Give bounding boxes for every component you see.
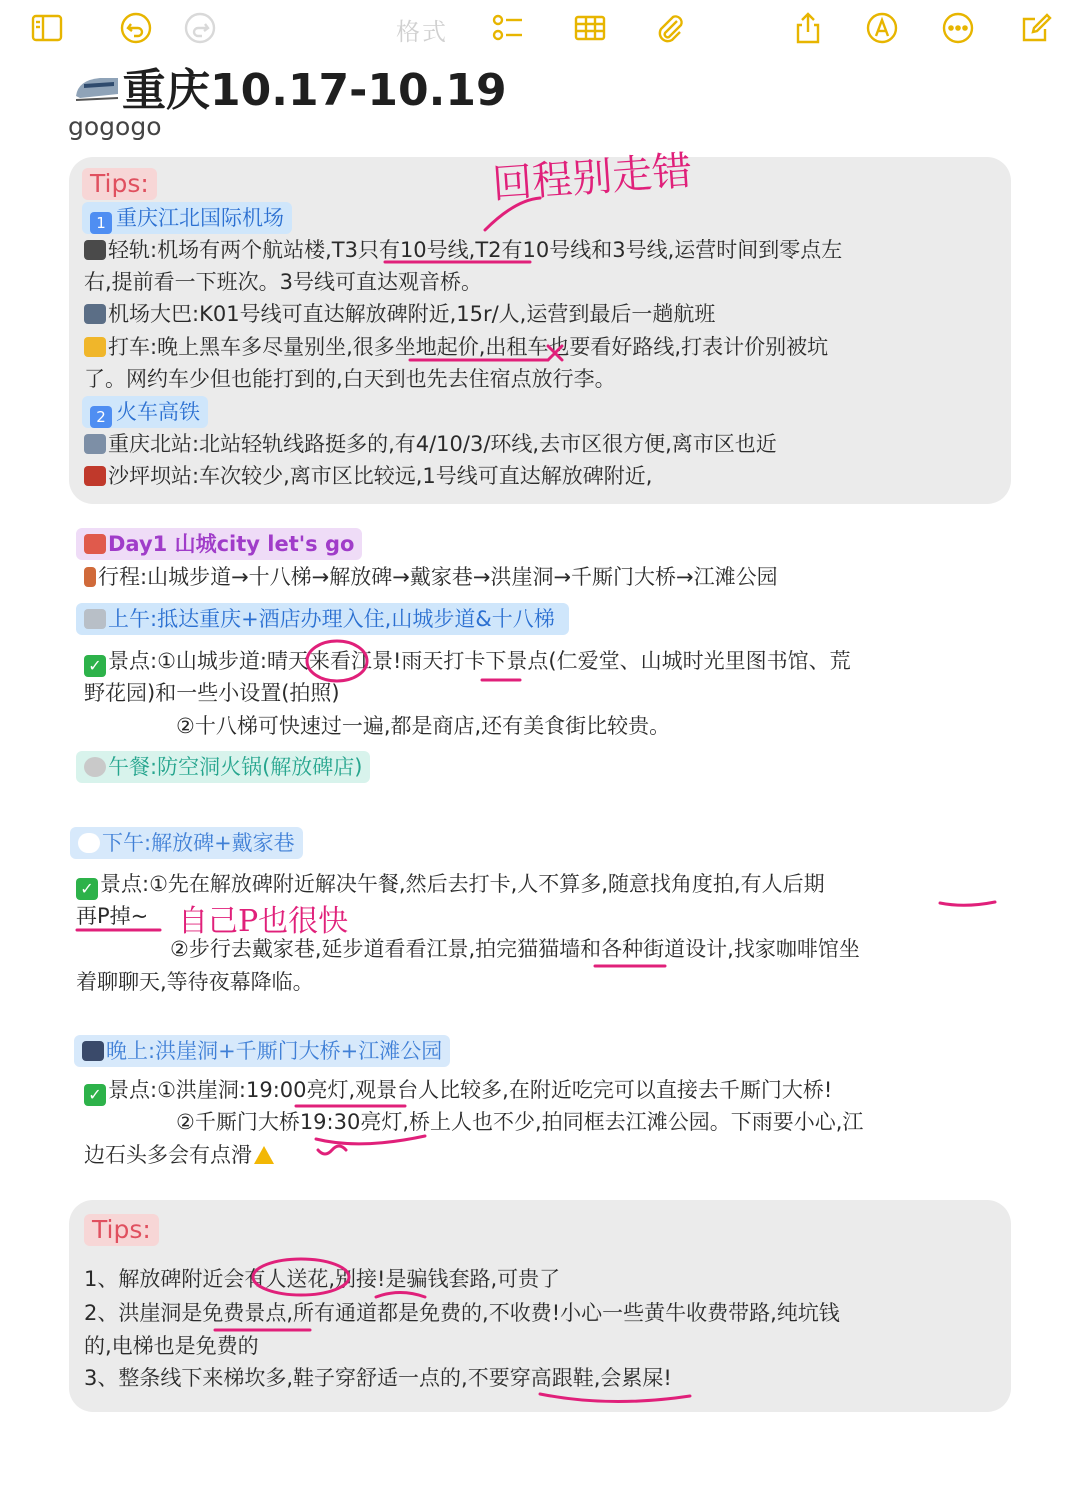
share-icon[interactable]	[788, 8, 828, 48]
compose-icon[interactable]	[1016, 8, 1056, 48]
taxi-icon	[84, 337, 106, 357]
morning-heading: 上午:抵达重庆+酒店办理入住,山城步道&十八梯	[76, 603, 569, 635]
attachment-icon[interactable]	[650, 8, 690, 48]
checklist-icon[interactable]	[488, 8, 528, 48]
calendar-icon	[84, 534, 106, 554]
tips-label-1: Tips:	[82, 168, 157, 201]
ink-wave-1930	[318, 1146, 346, 1154]
toolbar	[0, 0, 1080, 56]
check-mark-icon: ✓	[84, 1084, 106, 1106]
markup-pen-icon[interactable]	[862, 8, 902, 48]
rice-ball-icon	[84, 757, 106, 777]
train-line-2: 沙坪坝站:车次较少,离市区比较远,1号线可直达解放碑附近,	[84, 460, 652, 492]
bullet-train-icon	[74, 70, 120, 102]
sidebar-toggle-icon[interactable]	[27, 8, 67, 48]
afternoon-line-2: 再P掉~	[76, 904, 149, 928]
evening-line-2: ②千厮门大桥19:30亮灯,桥上人也不少,拍同框去江滩公园。下雨要小心,江	[176, 1110, 864, 1134]
table-icon[interactable]	[570, 8, 610, 48]
cloud-icon	[78, 833, 100, 853]
keycap-1-icon: 1	[90, 212, 112, 234]
airport-line-2: 右,提前看一下班次。3号线可直达观音桥。	[84, 270, 483, 294]
morning-line-1: ✓ 景点:①山城步道:晴天来看江景!雨天打卡下景点(仁爱堂、山城时光里图书馆、荒	[84, 645, 851, 677]
redo-icon[interactable]	[180, 8, 220, 48]
night-city-icon	[82, 1041, 104, 1061]
train-heading: 2 火车高铁	[82, 396, 208, 428]
warning-icon	[254, 1146, 274, 1164]
morning-line-2: 野花园)和一些小设置(拍照)	[84, 681, 340, 705]
morning-line-3: ②十八梯可快速过一遍,都是商店,还有美食街比较贵。	[176, 714, 671, 738]
airport-line-4: 打车:晚上黑车多尽量别坐,很多坐地起价,出租车也要看好路线,打表计价别被坑	[84, 331, 828, 363]
evening-line-1: ✓ 景点:①洪崖洞:19:00亮灯,观景台人比较多,在附近吃完可以直接去千厮门大桥!	[84, 1074, 832, 1106]
day1-heading: Day1 山城city let's go	[76, 528, 362, 560]
note-subtitle: gogogo	[68, 112, 162, 141]
tip-item-4: 3、整条线下来梯坎多,鞋子穿舒适一点的,不要穿高跟鞋,会累屎!	[84, 1366, 672, 1390]
afternoon-line-3: ②步行去戴家巷,延步道看看江景,拍完猫猫墙和各种街道设计,找家咖啡馆坐	[170, 937, 860, 961]
metro-icon	[84, 240, 106, 260]
tip-item-3: 的,电梯也是免费的	[84, 1334, 259, 1358]
note-title-text: 重庆10.17-10.19	[122, 65, 507, 116]
evening-line-3: 边石头多会有点滑	[84, 1139, 274, 1171]
lunch-heading: 午餐:防空洞火锅(解放碑店)	[76, 751, 370, 783]
check-mark-icon: ✓	[84, 655, 106, 677]
tips-label-2: Tips:	[84, 1214, 159, 1247]
day1-route: 行程:山城步道→十八梯→解放碑→戴家巷→洪崖洞→千厮门大桥→江滩公园	[84, 561, 778, 593]
tip-item-1: 1、解放碑附近会有人送花,别接!是骗钱套路,可贵了	[84, 1267, 561, 1291]
airport-line-3: 机场大巴:K01号线可直达解放碑附近,15r/人,运营到最后一趟航班	[84, 298, 715, 330]
handwritten-note-return-trip: 回程别走错	[490, 148, 694, 208]
walking-person-icon	[84, 567, 96, 587]
format-button[interactable]: 格式	[396, 18, 448, 46]
check-mark-icon: ✓	[76, 878, 98, 900]
airport-line-1: 轻轨:机场有两个航站楼,T3只有10号线,T2有10号线和3号线,运营时间到零点左	[84, 234, 842, 266]
keycap-2-icon: 2	[90, 406, 112, 428]
train-icon	[84, 466, 106, 486]
evening-heading: 晚上:洪崖洞+千厮门大桥+江滩公园	[74, 1035, 450, 1067]
afternoon-line-4: 着聊聊天,等待夜幕降临。	[76, 970, 314, 994]
tip-item-2: 2、洪崖洞是免费景点,所有通道都是免费的,不收费!小心一些黄牛收费带路,纯坑钱	[84, 1301, 840, 1325]
airport-line-5: 了。网约车少但也能打到的,白天到也先去住宿点放行李。	[84, 367, 616, 391]
sunrise-icon	[84, 609, 106, 629]
high-speed-train-icon	[84, 434, 106, 454]
airport-heading: 1 重庆江北国际机场	[82, 202, 292, 234]
train-line-1: 重庆北站:北站轻轨线路挺多的,有4/10/3/环线,去市区很方便,离市区也近	[84, 428, 777, 460]
bus-icon	[84, 304, 106, 324]
handwritten-note-p-self: 自己P也很快	[178, 904, 349, 939]
more-options-icon[interactable]	[938, 8, 978, 48]
afternoon-heading: 下午:解放碑+戴家巷	[70, 827, 303, 859]
undo-icon[interactable]	[116, 8, 156, 48]
note-title	[74, 54, 507, 118]
ink-underline-later	[940, 902, 995, 905]
afternoon-line-1: ✓ 景点:①先在解放碑附近解决午餐,然后去打卡,人不算多,随意找角度拍,有人后期	[76, 868, 825, 900]
